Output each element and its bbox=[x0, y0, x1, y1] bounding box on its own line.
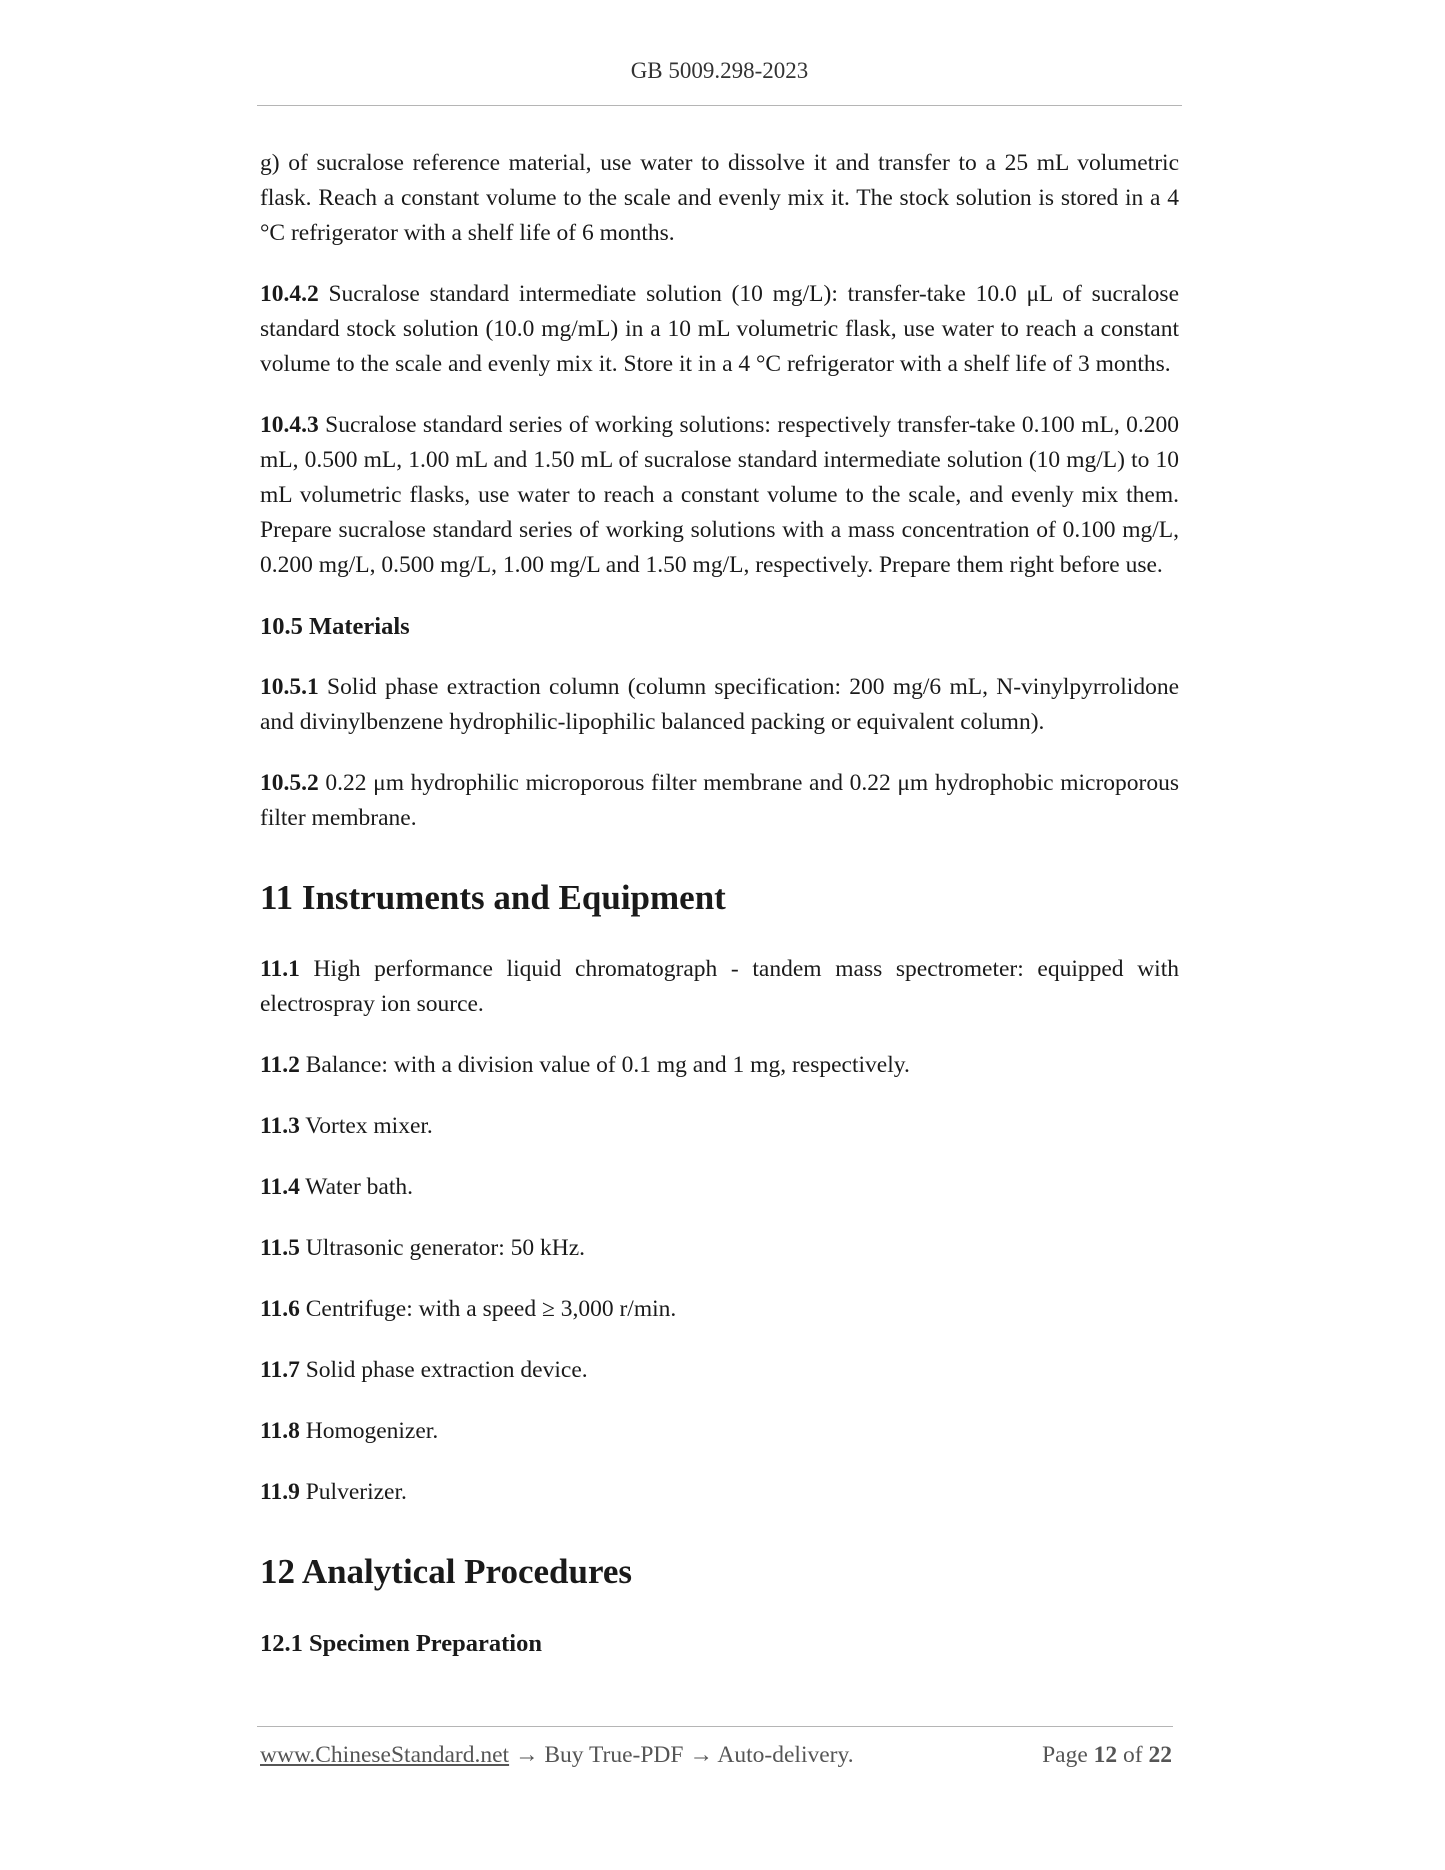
para-text: g) of sucralose reference material, use water to dissolve it and transfer to a 25 mL volumetric flask. Reach a constant volume to the scale and evenly mix it. The stock solution is stored in a 4 °C refrigerator with a shelf life of 6 months. bbox=[260, 150, 1179, 246]
header-divider bbox=[257, 105, 1182, 106]
clause-number: 10.5.2 bbox=[260, 770, 319, 796]
para-text: Solid phase extraction device. bbox=[305, 1357, 588, 1383]
para-text: Centrifuge: with a speed ≥ 3,000 r/min. bbox=[305, 1296, 677, 1322]
para-text: Homogenizer. bbox=[305, 1418, 439, 1444]
para-text: Water bath. bbox=[305, 1174, 414, 1200]
para-text: High performance liquid chromatograph - tandem mass spectrometer: equipped with electrospray ion source. bbox=[260, 956, 1179, 1017]
para-text: 0.22 μm hydrophilic microporous filter membrane and 0.22 μm hydrophobic microporous filter membrane. bbox=[260, 770, 1180, 831]
clause-number: 11.7 bbox=[260, 1357, 300, 1383]
clause-number: 10.5.1 bbox=[260, 674, 319, 700]
page-content bbox=[260, 146, 1179, 1661]
clause-number: 11.6 bbox=[260, 1296, 300, 1322]
auto-delivery-text: Auto-delivery. bbox=[717, 1742, 854, 1768]
page-footer bbox=[260, 1742, 1172, 1769]
page-total: 22 bbox=[1148, 1742, 1172, 1768]
para-text: Solid phase extraction column (column specification: 200 mg/6 mL, N-vinylpyrrolidone and divinylbenzene hydrophilic-lipophilic balanced packing or equivalent column). bbox=[260, 674, 1179, 735]
para-text: Ultrasonic generator: 50 kHz. bbox=[305, 1235, 586, 1261]
of-label: of bbox=[1123, 1742, 1143, 1768]
page-indicator bbox=[1042, 1742, 1172, 1769]
page-number: 12 bbox=[1093, 1742, 1118, 1768]
para-10-4-2 bbox=[260, 277, 1179, 382]
clause-number: 11.4 bbox=[260, 1174, 300, 1200]
para-11-3 bbox=[260, 1109, 1179, 1144]
para-text: Sucralose standard intermediate solution (10 mg/L): transfer-take 10.0 μL of sucralose standard stock solution (10.0 mg/mL) in a 10 mL volumetric flask, use water to reach a constant volume to the scale and evenly mix it. Store it in a 4 °C refrigerator with a shelf life of 3 months. bbox=[260, 281, 1180, 377]
heading-10-5: 10.5 Materials bbox=[260, 613, 410, 640]
para-11-9 bbox=[260, 1475, 1179, 1510]
para-text: Vortex mixer. bbox=[305, 1113, 433, 1139]
heading-12-1: 12.1 Specimen Preparation bbox=[260, 1630, 542, 1657]
clause-number: 11.1 bbox=[260, 956, 300, 982]
clause-number: 11.5 bbox=[260, 1235, 300, 1261]
para-10-5-2 bbox=[260, 766, 1179, 836]
document-header: GB 5009.298-2023 bbox=[630, 58, 809, 83]
para-11-2 bbox=[260, 1048, 1179, 1083]
para-text: Balance: with a division value of 0.1 mg and 1 mg, respectively. bbox=[305, 1052, 910, 1078]
footer-promo bbox=[260, 1742, 854, 1769]
page-label: Page bbox=[1042, 1742, 1088, 1768]
para-11-1 bbox=[260, 952, 1179, 1022]
arrow-right-icon: → bbox=[689, 1742, 713, 1768]
para-continuation bbox=[260, 146, 1179, 251]
para-10-5-1 bbox=[260, 670, 1179, 740]
para-11-7 bbox=[260, 1353, 1179, 1388]
footer-divider bbox=[257, 1726, 1173, 1727]
website-link[interactable]: www.ChineseStandard.net bbox=[260, 1742, 510, 1768]
para-text: Pulverizer. bbox=[305, 1479, 407, 1505]
clause-number: 11.3 bbox=[260, 1113, 300, 1139]
para-11-5 bbox=[260, 1231, 1179, 1266]
para-text: Sucralose standard series of working solutions: respectively transfer-take 0.100 mL, 0.200 mL, 0.500 mL, 1.00 mL and 1.50 mL of sucralose standard intermediate solution (10 mg/L) to 10 mL volumetric flasks, use water to reach a constant volume to the scale, and evenly mix them. Prepare sucralose standard series of working solutions with a mass concentration of 0.100 mg/L, 0.200 mg/L, 0.500 mg/L, 1.00 mg/L and 1.50 mg/L, respectively. Prepare them right before use. bbox=[260, 412, 1179, 578]
clause-number: 11.2 bbox=[260, 1052, 300, 1078]
clause-number: 10.4.3 bbox=[260, 412, 319, 438]
para-11-4 bbox=[260, 1170, 1179, 1205]
clause-number: 11.8 bbox=[260, 1418, 300, 1444]
buy-true-pdf-text: Buy True-PDF bbox=[544, 1742, 684, 1768]
arrow-right-icon: → bbox=[514, 1742, 539, 1768]
heading-section-12: 12 Analytical Procedures bbox=[260, 1552, 633, 1591]
para-11-8 bbox=[260, 1414, 1179, 1449]
para-10-4-3 bbox=[260, 408, 1179, 583]
clause-number: 11.9 bbox=[260, 1479, 300, 1505]
para-11-6 bbox=[260, 1292, 1179, 1327]
clause-number: 10.4.2 bbox=[260, 281, 319, 307]
heading-section-11: 11 Instruments and Equipment bbox=[260, 878, 726, 917]
